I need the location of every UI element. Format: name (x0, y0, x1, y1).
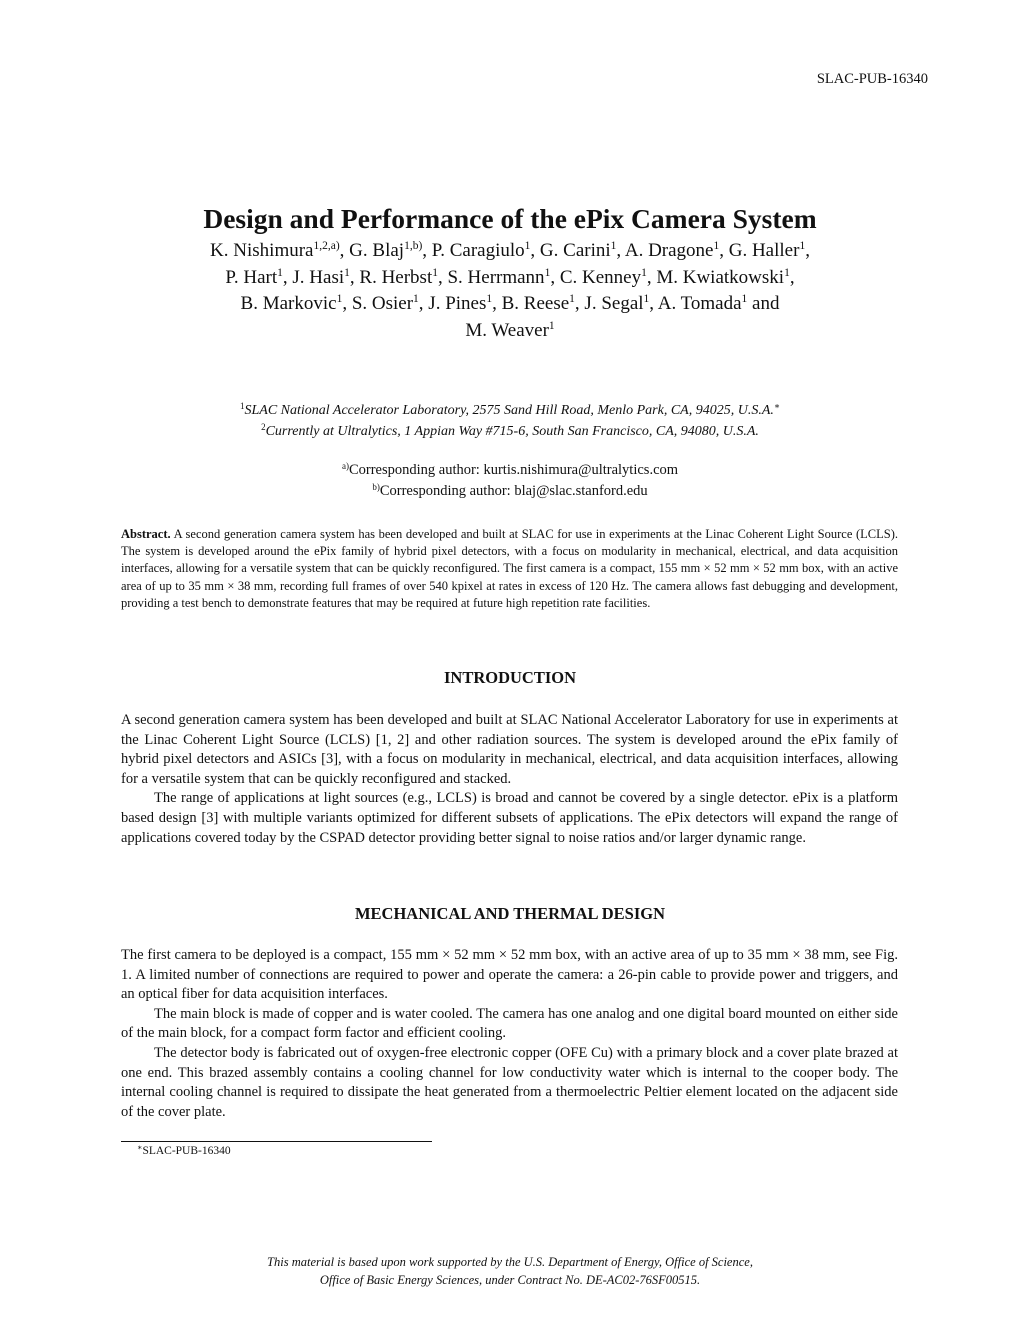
abstract-text: A second generation camera system has been developed and built at SLAC for use in experiments at the Linac Coherent Light Source (LCLS). The system is developed around the ePix family of hybrid pixel detectors, with a focus on modularity in mechanical, electrical, and data acquisition interfaces, allowing for a versatile system that can be quickly reconfigured. The first camera is a compact, 155 mm × 52 mm × 52 mm box, with an active area of up to 35 mm × 38 mm, recording full frames of over 540 kpixel at rates in excess of 120 Hz. The camera allows fast debugging and development, providing a test bench to demonstrate features that may be required at future high repetition rate facilities. (121, 527, 899, 610)
author-name: P. Caragiulo (431, 240, 525, 261)
author-name: S. Herrmann (447, 266, 545, 288)
author-name: J. Pines (428, 293, 487, 314)
funding-note (110, 1254, 910, 1289)
author-affiliation-mark: 1 (784, 266, 790, 279)
author-affiliation-mark: 1 (413, 293, 419, 305)
paragraph: The first camera to be deployed is a compact, 155 mm × 52 mm × 52 mm box, with an active area of up to 35 mm × 38 mm, see Fig. 1. A limited number of connections are required to power and operate the camera: a 26-pin cable to provide power and triggers, and an optical fiber for data acquisition interfaces. (121, 947, 898, 1003)
introduction-body (121, 711, 898, 848)
author-name: J. Hasi (292, 266, 345, 288)
author-affiliation-mark: 1 (569, 293, 575, 305)
author-name: A. Dragone (624, 240, 714, 261)
author-affiliation-mark: 1 (548, 319, 555, 332)
author-affiliation-mark: 1 (641, 266, 647, 279)
affiliations (110, 401, 910, 442)
author-name: M. Kwiatkowski (656, 266, 785, 288)
corresponding-author-a: $^{a)}$Corresponding author: kurtis.nishimura@ultralytics.com (341, 461, 679, 478)
section-heading-introduction: INTRODUCTION (443, 668, 577, 687)
author-name: B. Reese (501, 293, 570, 314)
affiliation-2: $^2$Currently at Ultralytics, 1 Appian Way #715-6, South San Francisco, CA, 94080, U.S.A. (261, 421, 759, 439)
author-name: K. Nishimura (210, 240, 314, 261)
paragraph: The detector body is fabricated out of oxygen-free electronic copper (OFE Cu) with a primary block and a cover plate brazed at one end. This brazed assembly contains a cooling channel for low conductivity water which is internal to the cooper body. The internal cooling channel is required to dissipate the heat generated from a thermoelectric Peltier element located on the adjacent side of the cover plate. (121, 1044, 898, 1120)
paragraph: The main block is made of copper and is water cooled. The camera has one analog and one digital board mounted on either side of the main block, for a compact form factor and efficient cooling. (121, 1005, 898, 1042)
author-affiliation-mark: 1,b) (404, 240, 423, 252)
author-affiliation-mark: 1 (713, 240, 720, 252)
author-name: P. Hart (225, 266, 278, 288)
affiliation-1: $^1$SLAC National Accelerator Laboratory, 2575 Sand Hill Road, Menlo Park, CA, 94025, U.S.A.∗ (239, 401, 780, 418)
report-id: SLAC-PUB-16340 (816, 71, 928, 87)
corresponding-author-b: $^{b)}$Corresponding author: blaj@slac.stanford.edu (372, 482, 648, 499)
author-affiliation-mark: 1 (610, 240, 617, 252)
abstract (121, 526, 898, 612)
author-name: B. Markovic (240, 293, 337, 314)
author-name: G. Blaj (349, 240, 405, 261)
author-name: R. Herbst (359, 266, 433, 288)
author-list: K. Nishimura$^{1,2,a)}$, G. Blaj$^{1,b)}$, P. Caragiulo$^1$, G. Carini$^1$, A. Dragone$^1$, G. Haller$^1$, P. Hart$^1$, J. Hasi$^1$, R. Herbst$^1$, S. Herrmann$^1$, C. Kenney$^1$, M. Kwiatkowski$^1$, B. Markovic$^1$, S. Osier$^1$, J. Pines$^1$, B. Reese$^1$, J. Segal$^1$, A. Tomada$^1$ and M. Weaver$^1$ (210, 240, 810, 341)
paragraph: A second generation camera system has been developed and built at SLAC National Accelerator Laboratory for use in experiments at the Linac Coherent Light Source (LCLS) [1, 2] and other radiation sources. The system is developed around the ePix family of hybrid pixel detectors and ASICs [3], with a focus on modularity in mechanical, electrical, and data acquisition interfaces, allowing for a versatile system that can be quickly reconfigured and stacked. (121, 712, 898, 787)
author-name: J. Segal (584, 293, 644, 314)
author-name: C. Kenney (559, 266, 642, 288)
mechanical-body (121, 946, 898, 1122)
author-affiliation-mark: 1 (524, 240, 531, 252)
author-affiliation-mark: 1,2,a) (313, 240, 340, 252)
corresponding-authors (110, 460, 910, 502)
author-affiliation-mark: 1 (344, 266, 350, 279)
author-name: G. Haller (728, 240, 800, 261)
author-name: G. Carini (539, 240, 611, 261)
funding-line-1: This material is based upon work supported by the U.S. Department of Energy, Office of Science, (267, 1255, 753, 1269)
abstract-label: Abstract. (121, 527, 171, 541)
author-affiliation-mark: 1 (432, 266, 438, 279)
author-affiliation-mark: 1 (486, 293, 493, 305)
author-name: S. Osier (351, 293, 414, 314)
footnote: ∗SLAC-PUB-16340 (137, 1143, 231, 1157)
author-affiliation-mark: 1 (799, 240, 806, 252)
section-heading-mechanical: MECHANICAL AND THERMAL DESIGN (354, 904, 666, 923)
paper-title: Design and Performance of the ePix Camera System (203, 203, 817, 234)
author-name: M. Weaver (465, 319, 549, 341)
author-affiliation-mark: 1 (544, 266, 551, 279)
author-affiliation-mark: 1 (741, 293, 748, 305)
funding-line-2: Office of Basic Energy Sciences, under Contract No. DE-AC02-76SF00515. (319, 1272, 701, 1287)
author-affiliation-mark: 1 (277, 266, 283, 279)
paragraph: The range of applications at light sources (e.g., LCLS) is broad and cannot be covered by a single detector. ePix is a platform based design [3] with multiple variants optimized for different subsets of applications. The ePix detectors will expand the range of applications covered today by the CSPAD detector providing better signal to noise ratios and/or larger dynamic range. (121, 790, 898, 846)
footnote-divider (121, 1141, 432, 1142)
author-affiliation-mark: 1 (643, 293, 650, 305)
author-name: A. Tomada (657, 293, 742, 314)
author-affiliation-mark: 1 (336, 293, 343, 305)
